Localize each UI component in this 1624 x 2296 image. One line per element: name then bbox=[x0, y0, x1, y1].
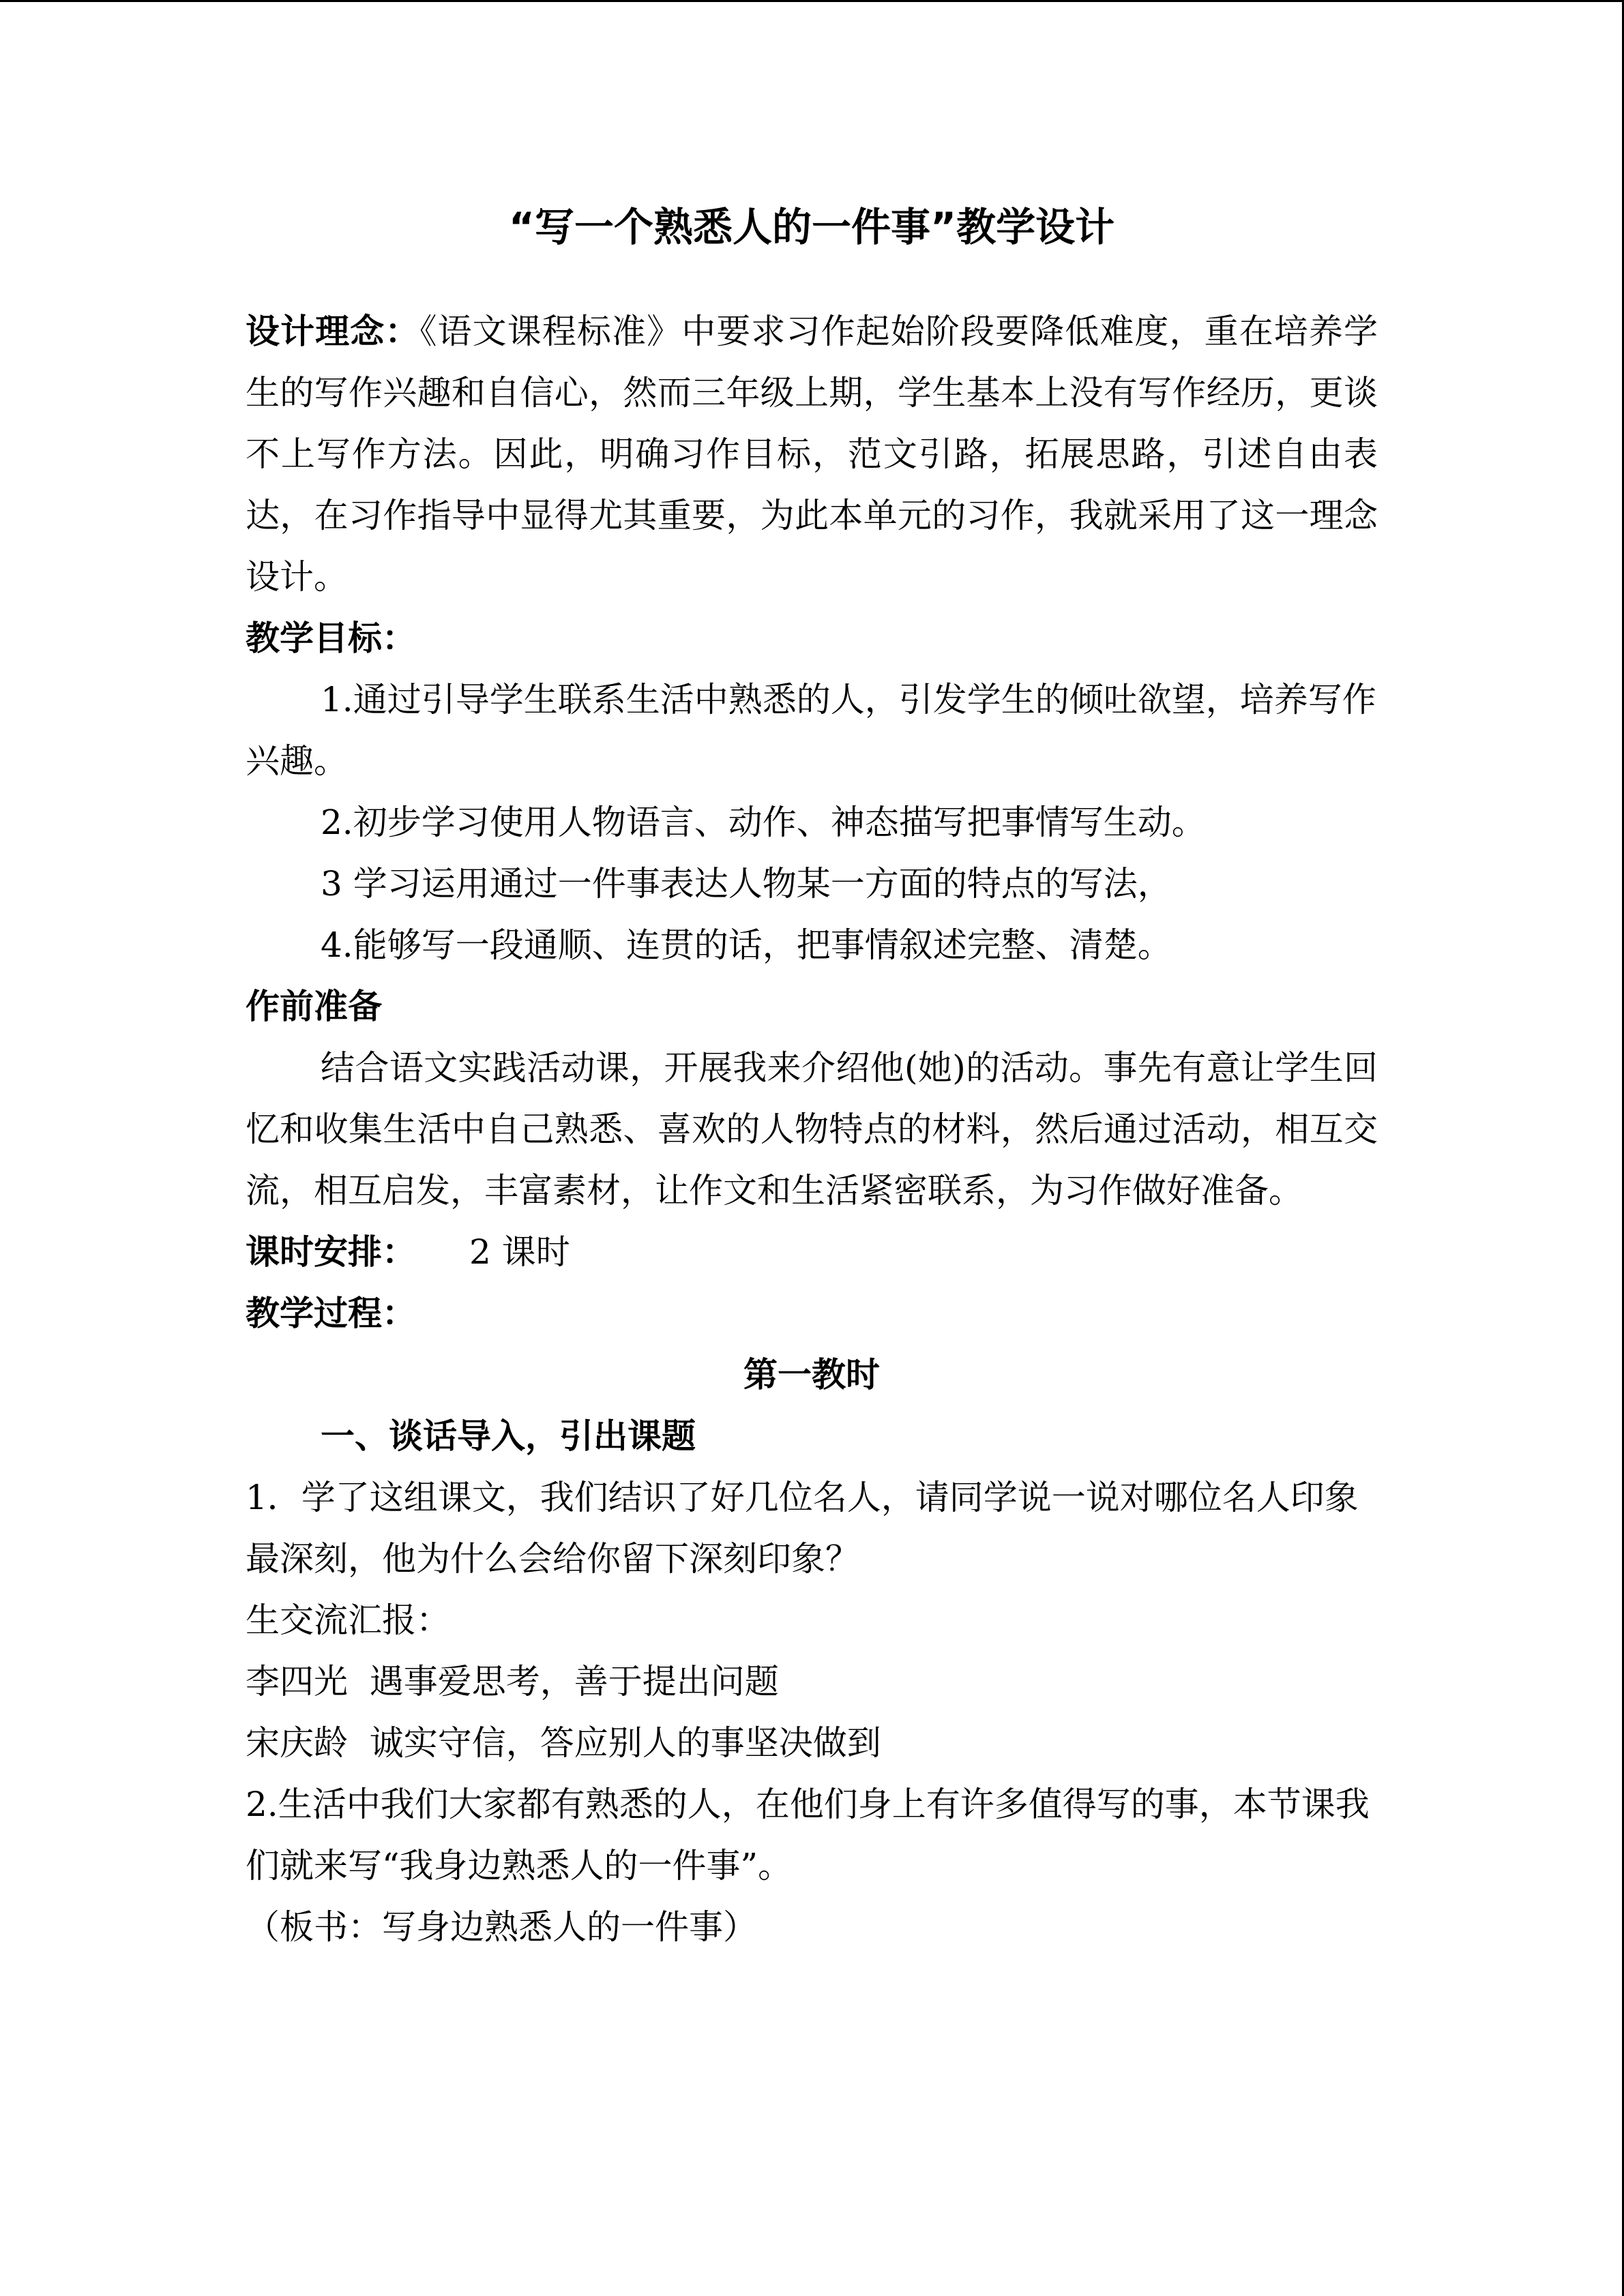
process-line-1: 1．学了这组课文，我们结识了好几位名人，请同学说一说对哪位名人印象最深刻，他为什么会给你留下深刻印象？ bbox=[246, 1478, 1359, 1579]
process-line-4: 宋庆龄 诚实守信，答应别人的事坚决做到 bbox=[246, 1723, 881, 1763]
schedule-line bbox=[246, 1221, 1378, 1283]
design-concept-paragraph bbox=[246, 301, 1378, 608]
process-label: 教学过程： bbox=[246, 1294, 416, 1333]
preparation-label: 作前准备 bbox=[246, 987, 382, 1026]
document-title: “写一个熟悉人的一件事”教学设计 bbox=[508, 204, 1115, 250]
design-concept-label: 设计理念： bbox=[246, 312, 420, 351]
section-title: 一、谈话导入，引出课题 bbox=[321, 1416, 696, 1456]
goal-item-1: 1.通过引导学生联系生活中熟悉的人，引发学生的倾吐欲望，培养写作兴趣。 bbox=[246, 680, 1376, 781]
process-line-3: 李四光 遇事爱思考，善于提出问题 bbox=[246, 1662, 779, 1701]
design-concept-text: 《语文课程标准》中要求习作起始阶段要降低难度，重在培养学生的写作兴趣和自信心，然而三年级上期，学生基本上没有写作经历，更谈不上写作方法。因此，明确习作目标，范文引路，拓展思路，引述自由表达，在习作指导中显得尤其重要，为此本单元的习作，我就采用了这一理念设计。 bbox=[246, 312, 1378, 597]
preparation-text: 结合语文实践活动课，开展我来介绍他(她)的活动。事先有意让学生回忆和收集生活中自己熟悉、喜欢的人物特点的材料，然后通过活动，相互交流，相互启发，丰富素材，让作文和生活紧密联系，为习作做好准备。 bbox=[246, 1048, 1378, 1210]
process-line-2: 生交流汇报： bbox=[246, 1600, 450, 1640]
schedule-label: 课时安排： bbox=[246, 1232, 416, 1272]
goal-item-4: 4.能够写一段通顺、连贯的话，把事情叙述完整、清楚。 bbox=[321, 925, 1172, 965]
goal-item-3: 3 学习运用通过一件事表达人物某一方面的特点的写法， bbox=[321, 864, 1172, 904]
schedule-value: 2 课时 bbox=[469, 1232, 570, 1272]
lesson-title: 第一教时 bbox=[743, 1355, 880, 1395]
document-body bbox=[246, 193, 1378, 1958]
process-line-5: 2.生活中我们大家都有熟悉的人，在他们身上有许多值得写的事，本节课我们就来写“我身边熟悉人的一件事”。 bbox=[246, 1785, 1370, 1885]
goal-item-2: 2.初步学习使用人物语言、动作、神态描写把事情写生动。 bbox=[321, 803, 1206, 842]
process-line-6: （板书：写身边熟悉人的一件事） bbox=[246, 1907, 757, 1947]
teaching-goals-label: 教学目标： bbox=[246, 618, 416, 658]
